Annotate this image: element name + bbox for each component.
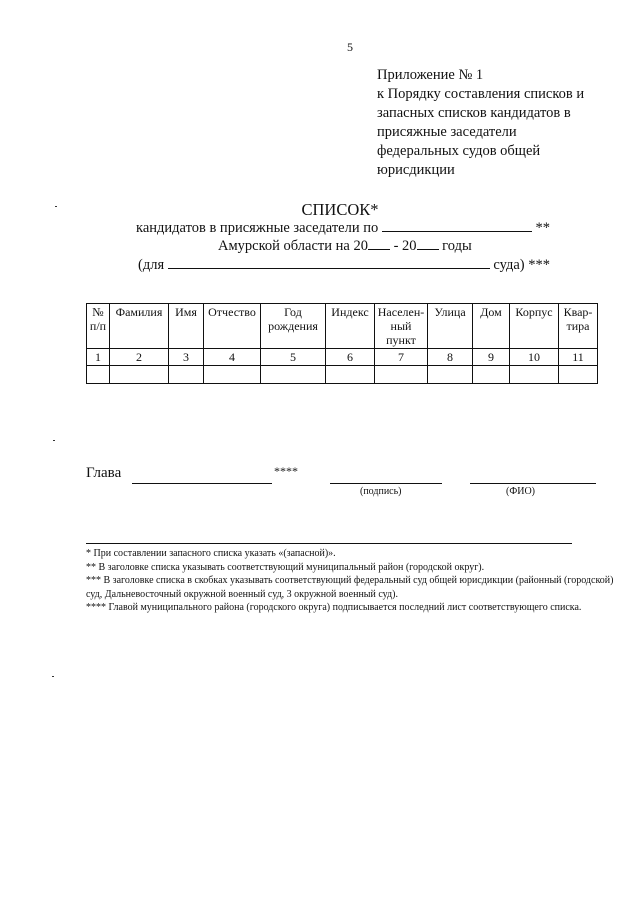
col-header: Населен-ный пункт [375, 304, 428, 349]
footnote: **** Главой муниципального района (городского округа) подписывается последний лист соответствующего списка. [86, 602, 582, 613]
header-line-2-mid: - 20 [393, 238, 417, 254]
empty-cell [169, 366, 204, 384]
col-header: Улица [428, 304, 473, 349]
col-header: Фамилия [110, 304, 169, 349]
head-signature-label: Глава [86, 465, 122, 481]
appendix-line: федеральных судов общей [377, 143, 541, 159]
list-title: СПИСОК* [301, 200, 379, 219]
fio-caption: (ФИО) [506, 486, 536, 497]
scan-speck [53, 440, 55, 441]
col-number: 3 [169, 349, 204, 366]
header-line-2-suffix: годы [442, 238, 472, 254]
empty-cell [87, 366, 110, 384]
empty-cell [510, 366, 559, 384]
footnote: * При составлении запасного списка указать «(запасной)». [86, 548, 336, 559]
col-header: № п/п [87, 304, 110, 349]
col-number: 6 [326, 349, 375, 366]
empty-cell [473, 366, 510, 384]
col-header: Корпус [510, 304, 559, 349]
empty-cell [428, 366, 473, 384]
col-number: 5 [261, 349, 326, 366]
footnote: *** В заголовке списка в скобках указывать соответствующий федеральный суд общей юрисдикции (районный (городской) суд, Дальневосточный окружной военный суд, 3 окружной военный суд). [86, 575, 614, 600]
footnote-separator [86, 543, 572, 544]
appendix-line: юрисдикции [377, 162, 455, 178]
signature-footnote-marker: **** [274, 464, 298, 478]
empty-cell [204, 366, 261, 384]
header-line-1 [136, 220, 550, 237]
header-line-2 [218, 238, 472, 255]
header-line-3 [138, 257, 550, 274]
col-number: 1 [87, 349, 110, 366]
col-number: 7 [375, 349, 428, 366]
page-number: 5 [347, 40, 353, 54]
col-header: Имя [169, 304, 204, 349]
col-number: 10 [510, 349, 559, 366]
year-start-blank [368, 238, 390, 250]
court-blank [168, 257, 490, 269]
header-line-3-prefix: (для [138, 257, 165, 273]
table-empty-row [87, 366, 598, 384]
appendix-line: запасных списков кандидатов в [377, 105, 571, 121]
appendix-note [377, 66, 617, 180]
empty-cell [261, 366, 326, 384]
header-line-1-suffix: ** [535, 220, 551, 236]
district-blank [382, 220, 532, 232]
table-number-row [87, 349, 598, 366]
footnote: ** В заголовке списка указывать соответствующий муниципальный район (городской округ). [86, 561, 485, 573]
empty-cell [559, 366, 598, 384]
header-line-3-suffix: суда) *** [493, 257, 550, 273]
col-number: 2 [110, 349, 169, 366]
signature-line [330, 483, 442, 484]
footnotes [86, 547, 616, 615]
empty-cell [110, 366, 169, 384]
appendix-line: к Порядку составления списков и [377, 86, 585, 102]
col-number: 9 [473, 349, 510, 366]
signature-caption: (подпись) [360, 486, 402, 497]
col-header: Отчество [204, 304, 261, 349]
appendix-line: Приложение № 1 [377, 67, 484, 83]
header-line-1-prefix: кандидатов в присяжные заседатели по [136, 220, 379, 236]
scan-speck [52, 676, 54, 677]
col-number: 4 [204, 349, 261, 366]
header-line-2-prefix: Амурской области на 20 [218, 238, 368, 254]
table-header-row [87, 304, 598, 349]
col-header: Дом [473, 304, 510, 349]
col-header: Индекс [326, 304, 375, 349]
head-blank-line [132, 483, 272, 484]
appendix-line: присяжные заседатели [377, 124, 517, 140]
empty-cell [375, 366, 428, 384]
year-end-blank [417, 238, 439, 250]
col-header: Квар-тира [559, 304, 598, 349]
candidates-table [86, 303, 598, 384]
col-header: Год рождения [261, 304, 326, 349]
col-number: 11 [559, 349, 598, 366]
scan-speck [55, 206, 57, 207]
col-number: 8 [428, 349, 473, 366]
empty-cell [326, 366, 375, 384]
fio-line [470, 483, 596, 484]
